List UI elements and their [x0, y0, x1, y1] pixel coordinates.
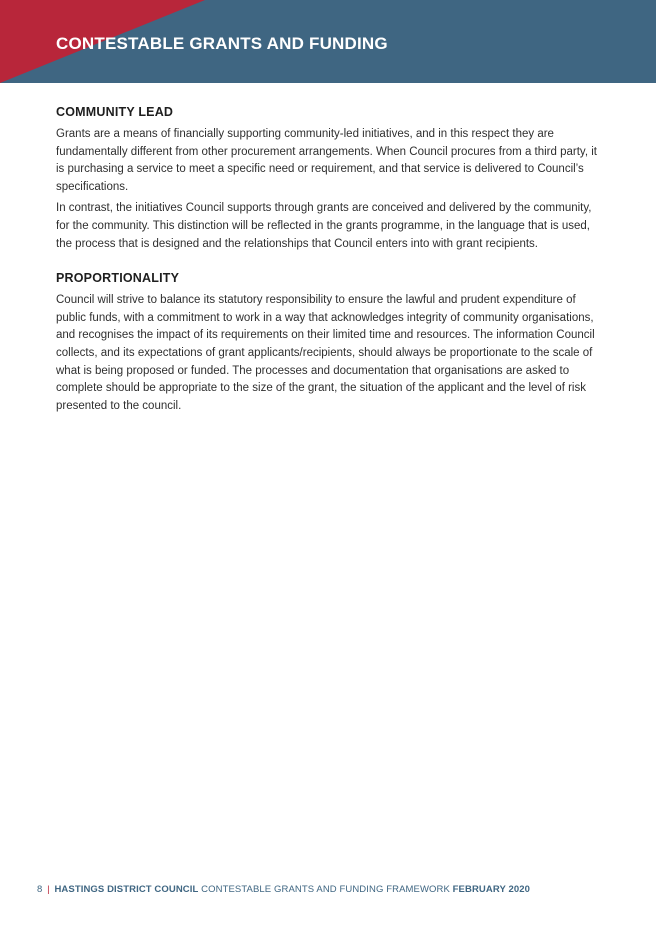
header-band [0, 0, 656, 83]
page-number: 8 [37, 884, 43, 895]
paragraph: Grants are a means of financially supporting community-led initiatives, and in this respect they are fundamentally different from other procurement arrangements. When Council procures from a third party, it is purchasing a service to meet a specific need or requirement, and that service is delivered to Council’s specifications. [56, 128, 597, 193]
section-community-lead [56, 105, 604, 253]
section-heading: PROPORTIONALITY [56, 271, 180, 286]
footer-document-title: CONTESTABLE GRANTS AND FUNDING FRAMEWORK [201, 884, 450, 895]
paragraph: Council will strive to balance its statutory responsibility to ensure the lawful and prudent expenditure of public funds, with a commitment to work in a way that acknowledges integrity of community organisations, and recognises the impact of its requirements on their limited time and resources. The information Council collects, and its expectations of grant applicants/recipients, should always be proportionate to the scale of what is being proposed or funded. The processes and documentation that organisations are asked to complete should be appropriate to the size of the grant, the situation of the applicant and the level of risk presented to the council. [56, 294, 595, 412]
page-footer [37, 884, 530, 895]
footer-date: FEBRUARY 2020 [452, 884, 530, 895]
footer-separator: | [47, 884, 50, 895]
paragraph: In contrast, the initiatives Council supports through grants are conceived and delivered by the community, for the community. This distinction will be reflected in the grants programme, in the language that is used, the process that is designed and the relationships that Council enters into with grant recipients. [56, 202, 592, 250]
footer-organisation: HASTINGS DISTRICT COUNCIL [54, 884, 199, 895]
section-heading: COMMUNITY LEAD [56, 105, 174, 119]
main-content [56, 105, 604, 433]
section-proportionality [56, 271, 604, 415]
page-title: CONTESTABLE GRANTS AND FUNDING [56, 34, 388, 53]
